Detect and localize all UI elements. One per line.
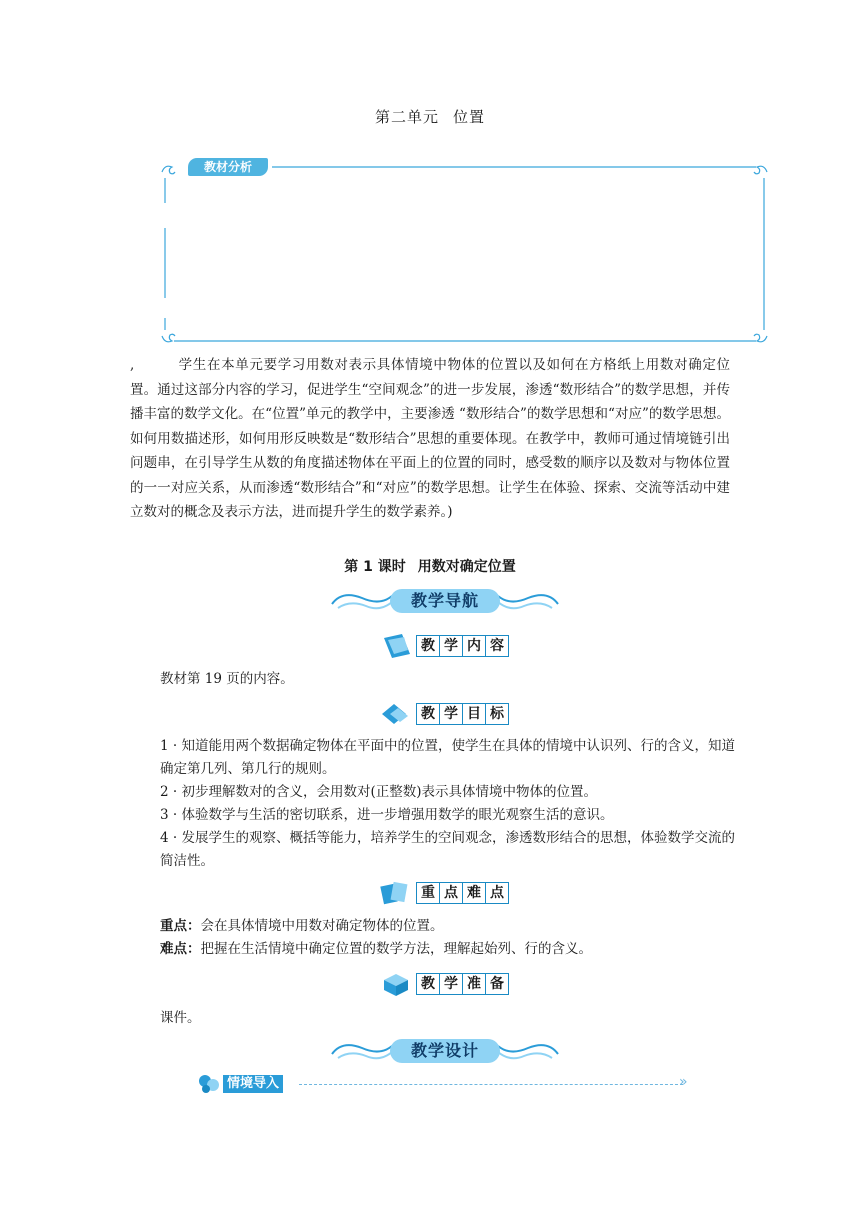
- section-key-points: [378, 879, 518, 907]
- unit-title-part1: 第二单元: [374, 108, 439, 126]
- heading-char: 内: [462, 636, 485, 656]
- difficult-point: [160, 938, 735, 961]
- section-teaching-prep: [378, 970, 518, 998]
- frame-border: [160, 158, 770, 350]
- section-teaching-content: [378, 632, 518, 660]
- goal-item-2: [130, 781, 735, 804]
- heading-char: 教: [421, 976, 435, 992]
- unit-title-part2: 位置: [453, 108, 486, 126]
- section-heading: [416, 973, 509, 995]
- analysis-paragraph: [130, 353, 730, 525]
- cube-icon: [378, 970, 414, 998]
- difficult-text: 把握在生活情境中确定位置的数学方法，理解起始列、行的含义。: [200, 941, 592, 957]
- key-text: 会在具体情境中用数对确定物体的位置。: [200, 918, 444, 934]
- heading-char: 学: [439, 974, 462, 994]
- lesson-number: 第 1 课时: [344, 559, 406, 575]
- heading-char: 准: [462, 974, 485, 994]
- banner-teaching-guide: [330, 586, 560, 616]
- analysis-frame: [160, 158, 770, 350]
- lesson-title: [0, 556, 860, 576]
- key-label: 重点：: [160, 918, 201, 934]
- banner-label: 教学设计: [410, 1041, 479, 1060]
- key-point: [160, 915, 735, 938]
- goal-item-1: [130, 735, 735, 781]
- heading-char: 标: [485, 704, 508, 724]
- goal-text: 3 · 体验数学与生活的密切联系，进一步增强用数学的眼光观察生活的意识。: [160, 807, 614, 823]
- section-teaching-goals: [378, 700, 518, 728]
- cards-icon: [378, 879, 414, 907]
- heading-char: 点: [439, 883, 462, 903]
- puzzle-icon: [197, 1073, 221, 1095]
- section-heading: [416, 882, 509, 904]
- heading-char: 教: [421, 706, 435, 722]
- content-text: 教材第 19 页的内容。: [160, 671, 294, 687]
- book-icon: [378, 632, 414, 660]
- prep-text: 课件。: [160, 1010, 201, 1026]
- heading-char: 目: [462, 704, 485, 724]
- situation-intro: [197, 1073, 697, 1095]
- heading-char: 备: [485, 974, 508, 994]
- heading-char: 点: [485, 883, 508, 903]
- situation-label: 情境导入: [223, 1075, 283, 1093]
- dashed-divider: [299, 1084, 683, 1085]
- heading-char: 学: [439, 636, 462, 656]
- goal-text: 1 · 知道能用两个数据确定物体在平面中的位置，使学生在具体的情境中认识列、行的含义，知道确定第几列、第几行的规则。: [160, 738, 735, 777]
- analysis-lead: ,: [130, 357, 135, 373]
- goal-item-3: [130, 804, 735, 827]
- banner-label: 教学导航: [410, 591, 479, 610]
- goal-text: 2 · 初步理解数对的含义，会用数对(正整数)表示具体情境中物体的位置。: [160, 784, 597, 800]
- analysis-text: 学生在本单元要学习用数对表示具体情境中物体的位置以及如何在方格纸上用数对确定位置。通过这部分内容的学习，促进学生“空间观念”的进一步发展，渗透“数形结合”的数学思想，并传播丰富的数学文化。在“位置”单元的教学中，主要渗透 “数形结合”的数学思想和“对应”的数学思想。如何用数描述形，如何用形反映数是“数形结合”思想的重要体现。在教学中，教师可通过情境链引出问题串，在引导学生从数的角度描述物体在平面上的位置的同时，感受数的顺序以及数对与物体位置的一一对应关系，从而渗透“数形结合”和“对应”的数学思想。让学生在体验、探索、交流等活动中建立数对的概念及表示方法，进而提升学生的数学素养。): [130, 357, 730, 520]
- diamond-icon: [378, 700, 414, 728]
- heading-char: 重: [421, 885, 435, 901]
- goal-item-4: [130, 827, 735, 873]
- analysis-tag: 教材分析: [188, 158, 268, 176]
- unit-title: [0, 106, 860, 127]
- difficult-label: 难点：: [160, 941, 201, 957]
- heading-char: 学: [439, 704, 462, 724]
- section-heading: [416, 703, 509, 725]
- goal-text: 4 · 发展学生的观察、概括等能力，培养学生的空间观念，渗透数形结合的思想，体验数学交流的简洁性。: [160, 830, 735, 869]
- banner-teaching-design: [330, 1036, 560, 1066]
- section-heading: [416, 635, 509, 657]
- heading-char: 容: [485, 636, 508, 656]
- heading-char: 教: [421, 638, 435, 654]
- double-chevron-icon: »: [679, 1074, 688, 1090]
- lesson-name: 用数对确定位置: [417, 559, 516, 575]
- heading-char: 难: [462, 883, 485, 903]
